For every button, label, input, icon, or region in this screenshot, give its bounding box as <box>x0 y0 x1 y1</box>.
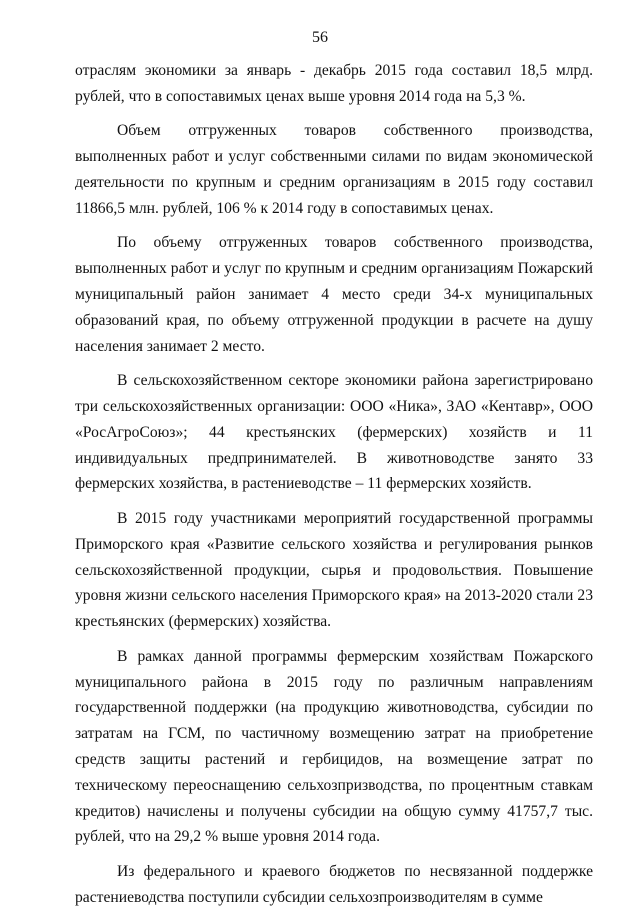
paragraph-state-program-participants: В 2015 году участниками мероприятий государственной программы Приморского края «Развитие сельского хозяйства и регулирования рынков сельскохозяйственной продукции, сырья и продовольствия. Повышение уровня жизни сельского населения Приморского края» на 2013-2020 стали 23 крестьянских (фермерских) хозяйства. <box>75 509 593 631</box>
page-number: 56 <box>312 29 328 46</box>
paragraph-district-ranking: По объему отгруженных товаров собственного производства, выполненных работ и услуг по крупным и средним организациям Пожарский муниципальный район занимает 4 место среди 34-х муниципальных образований края, по объему отгруженной продукции в расчете на душу населения занимает 2 место. <box>75 234 593 355</box>
paragraph-budget-support: Из федерального и краевого бюджетов по несвязанной поддержке растениеводства поступили субсидии сельхозпроизводителям в сумме <box>75 862 593 906</box>
paragraph-program-subsidies: В рамках данной программы фермерским хозяйствам Пожарского муниципального района в 2015 году по различным направлениям государственной поддержки (на продукцию животноводства, субсидии по затратам на ГСМ, по частичному возмещению затрат на приобретение средств защиты растений и гербицидов, на возмещение затрат по техническому переоснащению сельхозпризводства, по процентным ставкам кредитов) начислены и получены субсидии на общую сумму 41757,7 тыс. рублей, что на 29,2 % выше уровня 2014 года. <box>75 647 593 846</box>
document-body <box>75 58 593 910</box>
paragraph-agricultural-sector: В сельскохозяйственном секторе экономики района зарегистрировано три сельскохозяйственных организации: ООО «Ника», ЗАО «Кентавр», ООО «РосАгроСоюз»; 44 крестьянских (фермерских) хозяйств и 11 индивидуальных предпринимателей. В животноводстве занято 33 фермерских хозяйства, в растениеводстве – 11 фермерских хозяйств. <box>75 372 593 493</box>
paragraph-shipped-goods-volume: Объем отгруженных товаров собственного производства, выполненных работ и услуг собственными силами по видам экономической деятельности по крупным и средним организациям в 2015 году составил 11866,5 млн. рублей, 106 % к 2014 году в сопоставимых ценах. <box>75 122 593 217</box>
paragraph-industry-investment: отраслям экономики за январь - декабрь 2015 года составил 18,5 млрд. рублей, что в сопоставимых ценах выше уровня 2014 года на 5,3 %. <box>75 62 593 105</box>
